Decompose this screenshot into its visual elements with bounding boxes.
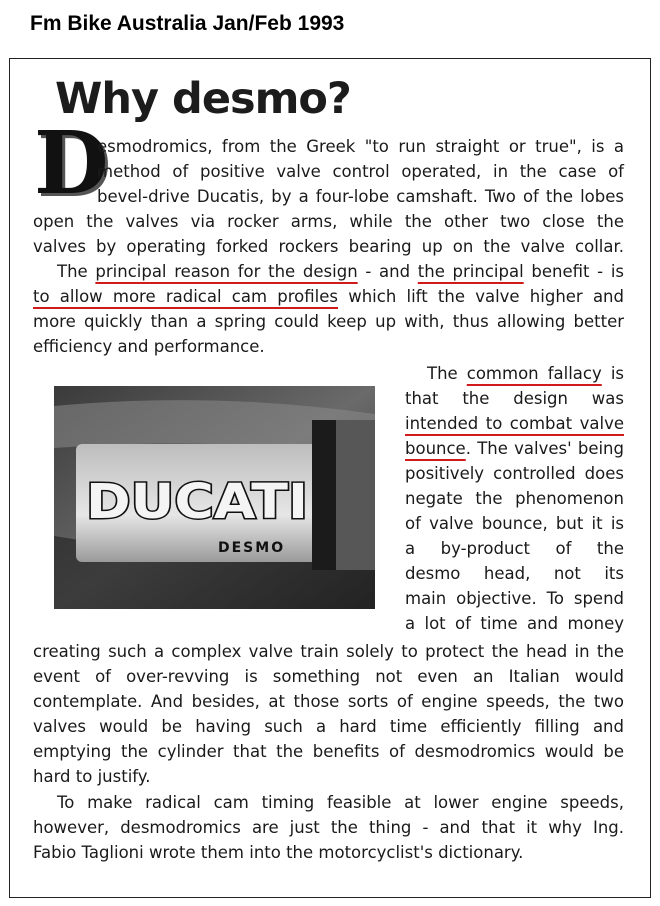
body-text-line — [405, 461, 624, 487]
body-text-line — [405, 611, 624, 637]
body-text-span: which lift the valve higher and — [338, 287, 624, 306]
body-text-span: negate the phenomenon — [405, 489, 624, 508]
body-text-span: positively controlled does — [405, 464, 624, 483]
body-text-span: hard to justify. — [33, 767, 151, 786]
highlighted-phrase: to allow more radical cam profiles — [33, 287, 338, 306]
body-text-line — [97, 159, 624, 185]
body-text-span: method of positive valve control operated, in the case of — [97, 162, 624, 181]
highlighted-phrase: intended to combat valve — [405, 414, 624, 433]
highlighted-phrase: common fallacy — [466, 364, 602, 383]
body-text-line — [33, 284, 624, 310]
desmo-logo-text: DESMO — [218, 540, 286, 556]
body-text-line — [57, 259, 624, 285]
body-text-span: open the valves via rocker arms, while the other two close the — [33, 212, 624, 231]
body-text-span: . The valves' being — [465, 439, 624, 458]
body-text-line — [33, 840, 523, 866]
body-text-line — [33, 209, 624, 235]
body-text-line — [405, 586, 624, 612]
body-text-span: that the design was — [405, 389, 624, 408]
body-text-span: efficiency and performance. — [33, 337, 265, 356]
body-text-line — [33, 334, 265, 360]
body-text-line — [427, 361, 624, 387]
body-text-span: esmodromics, from the Greek "to run straight or true", is a — [97, 137, 624, 156]
body-text-span: valves would be having such a hard time efficiently filling and — [33, 717, 624, 736]
body-text-span: a lot of time and money — [405, 614, 624, 633]
body-text-line — [33, 739, 624, 765]
body-text-line — [33, 689, 624, 715]
body-text-line — [33, 639, 624, 665]
body-text-span: of valve bounce, but it is — [405, 514, 624, 533]
body-text-span: event of over-revving is something not even an Italian would — [33, 667, 624, 686]
body-text-span: however, desmodromics are just the thing - and that it why Ing. — [33, 818, 624, 837]
ducati-desmo-photo — [54, 386, 375, 609]
highlighted-phrase: the principal — [417, 262, 524, 281]
drop-cap: D — [34, 113, 109, 214]
body-text-line — [405, 511, 624, 537]
body-text-span: valves by operating forked rockers bearing up on the valve collar. — [33, 237, 624, 256]
body-text-line — [405, 386, 624, 412]
highlighted-phrase: principal reason for the design — [95, 262, 358, 281]
body-text-line — [57, 790, 624, 816]
body-text-line — [405, 561, 624, 587]
body-text-span: The — [427, 364, 467, 383]
highlighted-phrase: bounce — [405, 439, 466, 458]
body-text-span: main objective. To spend — [405, 589, 624, 608]
body-text-line — [33, 764, 150, 790]
body-text-line — [405, 486, 624, 512]
body-text-span: bevel-drive Ducatis, by a four-lobe camshaft. Two of the lobes — [97, 187, 624, 206]
body-text-line — [33, 234, 624, 260]
body-text-line — [33, 664, 624, 690]
source-label: Fm Bike Australia Jan/Feb 1993 — [30, 12, 345, 35]
body-text-span: - and — [357, 262, 418, 281]
body-text-line — [405, 436, 624, 462]
body-text-span: more quickly than a spring could keep up with, thus allowing better — [33, 312, 624, 331]
body-text-span: desmo head, not its — [405, 564, 624, 583]
body-text-line — [33, 309, 624, 335]
body-text-span: is — [601, 364, 624, 383]
body-text-span: emptying the cylinder that the benefits of desmodromics would be — [33, 742, 624, 761]
body-text-line — [97, 134, 624, 160]
body-text-line — [97, 184, 624, 210]
body-text-span: To make radical cam timing feasible at lower engine speeds, — [57, 793, 624, 812]
body-text-span: Fabio Taglioni wrote them into the motorcyclist's dictionary. — [33, 843, 524, 862]
body-text-line — [405, 536, 624, 562]
body-text-span: contemplate. And besides, at those sorts of engine speeds, the two — [33, 692, 624, 711]
article-headline: Why desmo? — [55, 74, 351, 124]
body-text-span: creating such a complex valve train solely to protect the head in the — [33, 642, 624, 661]
body-text-line — [33, 815, 624, 841]
body-text-line — [33, 714, 624, 740]
ducati-logo-text: DUCATI — [86, 474, 308, 530]
body-text-span: The — [57, 262, 96, 281]
body-text-span: a by-product of the — [405, 539, 624, 558]
body-text-span: benefit - is — [523, 262, 625, 281]
body-text-line — [405, 411, 624, 437]
